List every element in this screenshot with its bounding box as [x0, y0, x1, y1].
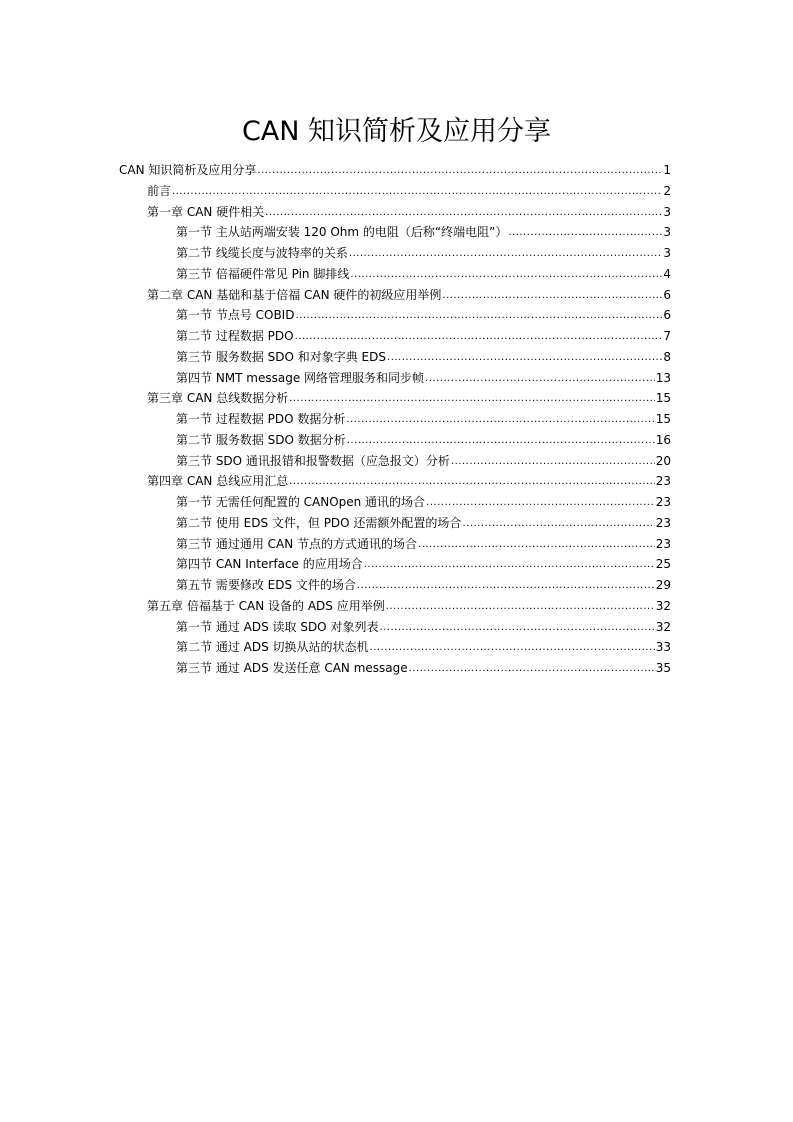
toc-entry-title: 第二节 线缆长度与波特率的关系 — [176, 246, 348, 260]
toc-entry-title: CAN 知识简析及应用分享 — [119, 163, 257, 177]
toc-entry[interactable] — [176, 220, 671, 240]
toc-entry-page-number: 3 — [663, 204, 671, 219]
toc-entry-title: 第四节 NMT message 网络管理服务和同步帧 — [176, 370, 425, 385]
toc-leader-dots — [451, 455, 655, 469]
toc-entry[interactable] — [176, 552, 671, 572]
toc-entry[interactable] — [147, 179, 671, 199]
toc-entry-title: 第一节 主从站两端安装 120 Ohm 的电阻（后称“终端电阻”） — [176, 225, 508, 240]
toc-entry-page-number: 13 — [655, 370, 671, 385]
toc-leader-dots — [409, 662, 655, 676]
toc-entry-title: 第四章 CAN 总线应用汇总 — [147, 474, 289, 489]
toc-leader-dots — [426, 496, 655, 510]
toc-entry-title: 第四节 CAN Interface 的应用场合 — [176, 557, 363, 572]
toc-entry-page-number: 32 — [655, 598, 671, 613]
toc-entry-page-number: 7 — [663, 329, 671, 343]
toc-entry-page-number: 23 — [655, 474, 671, 489]
toc-entry-page-number: 32 — [655, 619, 671, 634]
toc-entry-title: 前言 — [147, 183, 172, 198]
toc-entry[interactable] — [176, 573, 671, 593]
toc-entry-title: 第三节 倍福硬件常见 Pin 脚排线 — [176, 266, 350, 281]
toc-entry-title: 第二节 过程数据 PDO — [176, 329, 294, 343]
toc-entry-title: 第一节 通过 ADS 读取 SDO 对象列表 — [176, 619, 379, 634]
toc-entry[interactable] — [176, 490, 671, 510]
toc-entry[interactable] — [176, 262, 671, 282]
toc-entry[interactable] — [119, 158, 671, 178]
toc-entry[interactable] — [147, 200, 671, 220]
toc-leader-dots — [370, 641, 655, 655]
toc-leader-dots — [295, 330, 663, 344]
document-title: CAN 知识简析及应用分享 — [241, 116, 552, 147]
toc-entry-page-number: 23 — [655, 536, 671, 551]
toc-entry-page-number: 15 — [655, 391, 671, 406]
toc-entry-page-number: 20 — [655, 453, 671, 468]
toc-entry-page-number: 2 — [663, 183, 671, 198]
toc-entry-page-number: 1 — [663, 163, 671, 177]
toc-entry-title: 第一节 节点号 COBID — [176, 308, 295, 323]
toc-entry[interactable] — [176, 511, 671, 531]
toc-entry[interactable] — [176, 366, 671, 386]
toc-entry-page-number: 29 — [655, 578, 671, 592]
toc-leader-dots — [508, 226, 662, 240]
toc-entry-page-number: 23 — [655, 515, 671, 530]
toc-leader-dots — [364, 558, 655, 572]
toc-leader-dots — [295, 309, 662, 323]
toc-entry[interactable] — [176, 345, 671, 365]
toc-entry-title: 第三章 CAN 总线数据分析 — [147, 391, 289, 406]
toc-entry[interactable] — [176, 635, 671, 655]
toc-entry-title: 第五章 倍福基于 CAN 设备的 ADS 应用举例 — [147, 598, 385, 613]
toc-entry-page-number: 3 — [663, 225, 671, 240]
toc-entry-title: 第五节 需要修改 EDS 文件的场合 — [176, 578, 356, 592]
toc-entry-title: 第三节 通过 ADS 发送任意 CAN message — [176, 661, 408, 675]
toc-leader-dots — [172, 185, 662, 199]
toc-entry[interactable] — [176, 407, 671, 427]
toc-entry-title: 第二章 CAN 基础和基于倍福 CAN 硬件的初级应用举例 — [147, 287, 442, 302]
toc-leader-dots — [346, 413, 654, 427]
toc-leader-dots — [462, 517, 654, 531]
toc-leader-dots — [347, 434, 655, 448]
toc-entry[interactable] — [176, 656, 671, 676]
toc-entry-title: 第三节 服务数据 SDO 和对象字典 EDS — [176, 349, 387, 364]
toc-entry[interactable] — [176, 532, 671, 552]
toc-leader-dots — [265, 206, 662, 220]
toc-leader-dots — [350, 268, 662, 282]
toc-entry[interactable] — [176, 615, 671, 635]
toc-entry[interactable] — [176, 324, 671, 344]
toc-leader-dots — [289, 392, 655, 406]
toc-entry[interactable] — [176, 428, 671, 448]
toc-entry-page-number: 16 — [655, 432, 671, 447]
toc-entry[interactable] — [176, 303, 671, 323]
toc-entry[interactable] — [147, 594, 671, 614]
toc-entry-page-number: 6 — [663, 308, 671, 323]
toc-entry[interactable] — [147, 469, 671, 489]
toc-entry[interactable] — [147, 386, 671, 406]
toc-leader-dots — [418, 538, 655, 552]
toc-leader-dots — [289, 475, 655, 489]
toc-entry-page-number: 4 — [663, 266, 671, 281]
toc-entry-page-number: 35 — [655, 661, 671, 675]
toc-entry[interactable] — [176, 241, 671, 261]
toc-leader-dots — [379, 621, 654, 635]
toc-entry-page-number: 6 — [663, 287, 671, 302]
toc-leader-dots — [425, 372, 655, 386]
toc-entry-title: 第三节 通过通用 CAN 节点的方式通讯的场合 — [176, 536, 418, 551]
toc-entry[interactable] — [147, 283, 671, 303]
toc-entry-title: 第二节 使用 EDS 文件，但 PDO 还需额外配置的场合 — [176, 515, 462, 530]
toc-entry-title: 第二节 通过 ADS 切换从站的状态机 — [176, 640, 369, 655]
toc-leader-dots — [357, 579, 655, 593]
toc-entry-title: 第一节 无需任何配置的 CANOpen 通讯的场合 — [176, 495, 426, 509]
toc-entry-page-number: 33 — [655, 640, 671, 655]
toc-entry-page-number: 8 — [663, 349, 671, 364]
toc-leader-dots — [349, 247, 663, 261]
toc-entry-page-number: 3 — [663, 246, 671, 260]
toc-entry-title: 第一章 CAN 硬件相关 — [147, 204, 265, 219]
toc-entry-title: 第二节 服务数据 SDO 数据分析 — [176, 432, 346, 447]
toc-leader-dots — [442, 289, 662, 303]
toc-entry-page-number: 15 — [655, 412, 671, 426]
toc-entry-page-number: 23 — [655, 495, 671, 509]
toc-leader-dots — [387, 351, 662, 365]
toc-entry[interactable] — [176, 449, 671, 469]
toc-entry-page-number: 25 — [655, 557, 671, 572]
toc-entry-title: 第一节 过程数据 PDO 数据分析 — [176, 412, 346, 426]
toc-leader-dots — [386, 600, 655, 614]
toc-entry-title: 第三节 SDO 通讯报错和报警数据（应急报文）分析 — [176, 453, 450, 468]
toc-leader-dots — [257, 164, 662, 178]
